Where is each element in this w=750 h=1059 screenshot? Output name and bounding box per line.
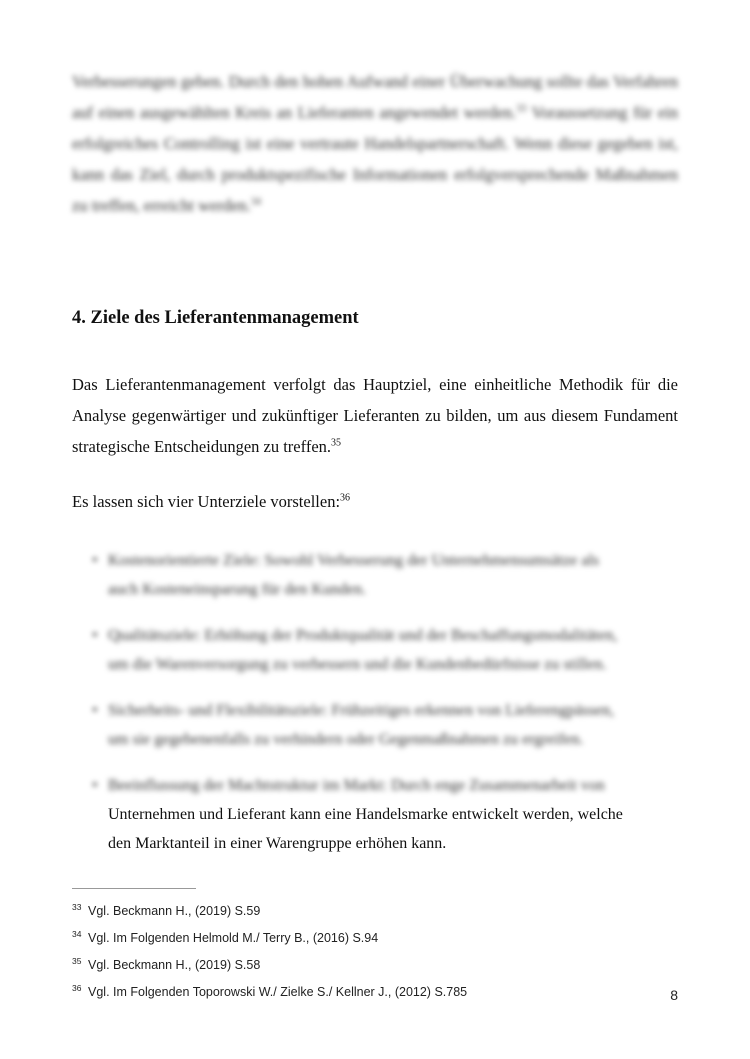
list-item bbox=[92, 696, 678, 754]
subgoals-list bbox=[92, 546, 678, 875]
footnote-ref: 33 bbox=[516, 103, 527, 115]
list-item bbox=[92, 771, 678, 858]
list-item-line: um die Warenversorgung zu verbessern und die Kundenbedürfnisse zu stillen. bbox=[108, 656, 607, 673]
list-item bbox=[92, 546, 678, 604]
paragraph-line: erfolgversprechende Maßnahmen zu treffen, erreicht werden. bbox=[72, 165, 679, 215]
page-number: 8 bbox=[670, 987, 678, 1003]
subgoals-intro bbox=[72, 486, 678, 517]
footnotes bbox=[72, 896, 467, 1005]
list-item-line: den Marktanteil in einer Warengruppe erhöhen kann. bbox=[108, 835, 447, 852]
footnote-number: 35 bbox=[72, 956, 82, 967]
footnote-text: Vgl. Im Folgenden Toporowski W./ Zielke S./ Kellner J., (2012) S.785 bbox=[88, 985, 468, 1000]
paragraph-line: Voraussetzung für ein erfolgreiches Controlling ist eine vertraute Handelspartnerschaft. bbox=[72, 103, 679, 153]
footnote bbox=[72, 923, 467, 950]
bullet-icon: • bbox=[92, 627, 98, 644]
list-item-line: Sicherheits- und Flexibilitätsziele: Frühzeitiges erkennen von Lieferengpässen, bbox=[108, 702, 615, 719]
list-item-line: Kostenorientierte Ziele: Sowohl Verbesserung der Unternehmensumsätze als bbox=[108, 552, 600, 569]
subgoals-text: Es lassen sich vier Unterziele vorstellen: bbox=[72, 492, 341, 511]
footnote-separator bbox=[72, 888, 196, 889]
intro-paragraph bbox=[72, 369, 678, 462]
bullet-icon: • bbox=[92, 702, 98, 719]
bullet-icon: • bbox=[92, 552, 98, 569]
section-heading: 4. Ziele des Lieferantenmanagement bbox=[72, 308, 359, 328]
list-item-line: Qualitätsziele: Erhöhung der Produktqualität und der Beschaffungsmodalitäten, bbox=[108, 627, 618, 644]
footnote-number: 34 bbox=[72, 929, 82, 940]
paragraph-line: Verfahren auf einen ausgewählten Kreis an Lieferanten angewendet werden. bbox=[72, 72, 679, 122]
paragraph-line: Wenn diese gegeben ist, kann das Ziel, durch produktspezifische Informationen bbox=[72, 134, 679, 184]
list-item-line: auch Kosteneinsparung für den Kunden. bbox=[108, 581, 367, 598]
footnote-ref: 35 bbox=[331, 437, 342, 449]
list-item-line: Beeinflussung der Machtstruktur im Markt: Durch enge Zusammenarbeit von bbox=[108, 777, 605, 794]
footnote-ref: 36 bbox=[340, 492, 351, 504]
list-item-line: Unternehmen und Lieferant kann eine Handelsmarke entwickelt werden, welche bbox=[108, 806, 623, 823]
footnote bbox=[72, 896, 467, 923]
list-item-line: um sie gegebenenfalls zu verhindern oder Gegenmaßnahmen zu ergreifen. bbox=[108, 731, 584, 748]
footnote-text: Vgl. Beckmann H., (2019) S.58 bbox=[88, 958, 261, 973]
footnote-ref: 34 bbox=[250, 196, 261, 208]
footnote-number: 36 bbox=[72, 983, 82, 994]
list-item bbox=[92, 621, 678, 679]
footnote bbox=[72, 977, 467, 1004]
intro-text: Das Lieferantenmanagement verfolgt das Hauptziel, eine einheitliche Methodik für die Analyse gegenwärtiger und zukünftiger Lieferanten zu bilden, um aus diesem Fundament strategische Entscheidungen zu treffen. bbox=[72, 375, 678, 456]
bullet-icon: • bbox=[92, 777, 98, 794]
footnote-text: Vgl. Im Folgenden Helmold M./ Terry B., (2016) S.94 bbox=[88, 931, 379, 946]
footnote-number: 33 bbox=[72, 902, 82, 912]
blurred-top-paragraph bbox=[72, 66, 678, 221]
footnote bbox=[72, 950, 467, 977]
footnote-text: Vgl. Beckmann H., (2019) S.59 bbox=[88, 904, 261, 919]
paragraph-line: Verbesserungen geben. Durch den hohen Aufwand einer Überwachung sollte das bbox=[72, 72, 609, 91]
